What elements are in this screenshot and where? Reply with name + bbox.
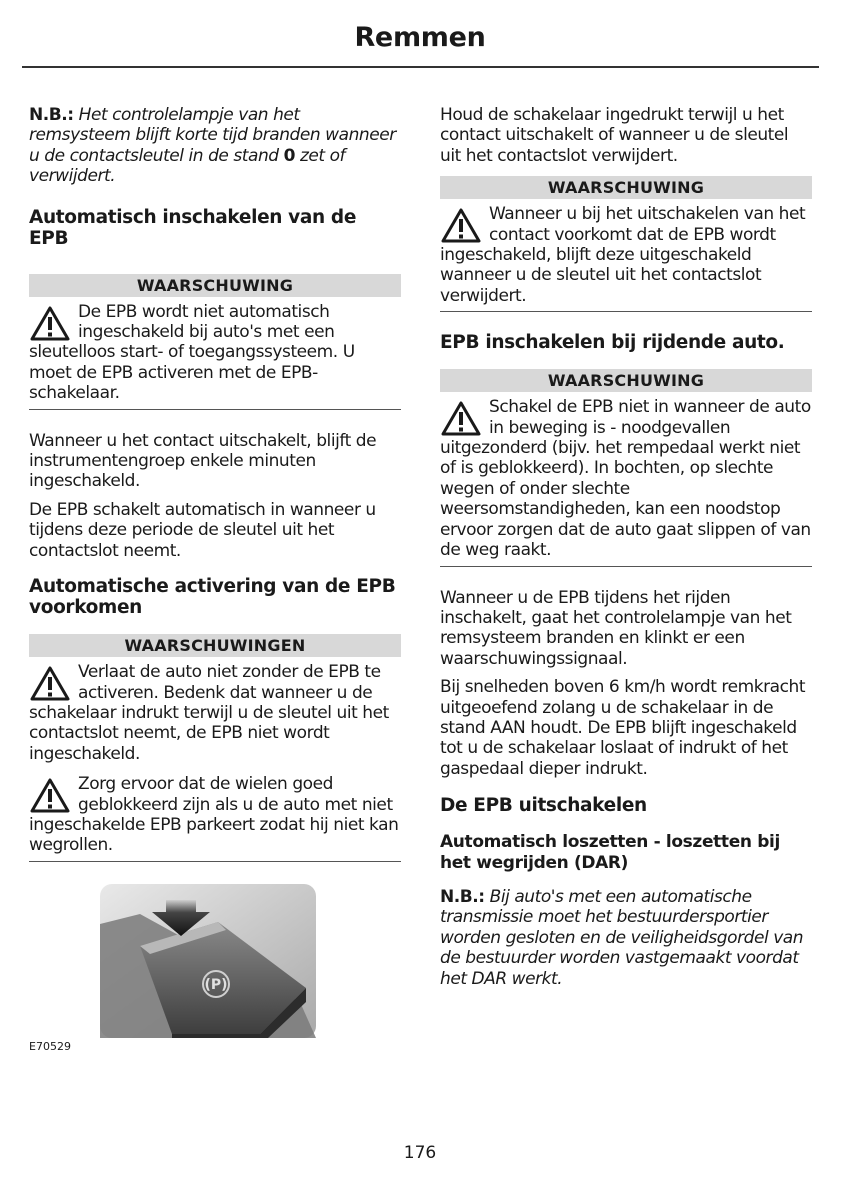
warning-block bbox=[440, 397, 812, 560]
note-text: Het controlelampje van het remsysteem blijft korte tijd branden wanneer u de contactsleutel in de stand bbox=[29, 105, 396, 166]
section-heading: Automatische activering van de EPB voorkomen bbox=[29, 576, 396, 619]
note-label: N.B.: bbox=[29, 105, 74, 125]
switch-label: (P) bbox=[204, 976, 228, 993]
section-divider bbox=[440, 311, 812, 312]
section-divider bbox=[440, 566, 812, 567]
note-text-end: zet of verwijdert. bbox=[29, 145, 346, 187]
note-text: Bij auto's met een automatische transmissie moet het bestuurdersportier worden gesloten en de veiligheidsgordel van de bestuurder worden vastgemaakt voordat het DAR werkt. bbox=[440, 886, 804, 989]
warning-text: Zorg ervoor dat de wielen goed geblokkeerd zijn als u de auto met niet ingeschakelde EPB parkeert zodat hij niet kan wegrollen. bbox=[29, 774, 399, 856]
epb-switch-illustration bbox=[100, 884, 316, 1038]
section-heading: De EPB uitschakelen bbox=[440, 795, 647, 817]
warning-text: Verlaat de auto niet zonder de EPB te activeren. Bedenk dat wanneer u de schakelaar indrukt terwijl u de sleutel uit het contactslot neemt, de EPB niet wordt ingeschakeld. bbox=[29, 662, 389, 764]
warning-triangle-icon bbox=[30, 665, 70, 701]
section-heading: EPB inschakelen bij rijdende auto. bbox=[440, 332, 785, 354]
warning-block bbox=[29, 302, 401, 404]
section-heading: Automatisch inschakelen van de EPB bbox=[29, 206, 357, 249]
title-divider bbox=[22, 66, 819, 68]
warning-block bbox=[29, 662, 401, 764]
body-paragraph: Houd de schakelaar ingedrukt terwijl u het contact uitschakelt of wanneer u de sleutel uit het contactslot verwijdert. bbox=[440, 105, 789, 166]
body-paragraph: Wanneer u de EPB tijdens het rijden inschakelt, gaat het controlelampje van het remsysteem branden en klinkt er een waarschuwingssignaal. bbox=[440, 587, 792, 669]
note-bold-value: 0 bbox=[283, 145, 295, 166]
subsection-heading: Automatisch loszetten - loszetten bij het wegrijden (DAR) bbox=[440, 832, 780, 873]
warning-text: Schakel de EPB niet in wanneer de auto in beweging is - noodgevallen uitgezonderd (bijv. het rempedaal werkt niet of is geblokkeerd). In bochten, op slechte wegen of onder slechte weersomstandigheden, kan een noodstop ervoor zorgen dat de auto gaat slippen of van de weg raakt. bbox=[440, 397, 811, 561]
note-label: N.B.: bbox=[440, 886, 485, 907]
warning-header: WAARSCHUWING bbox=[440, 369, 812, 392]
warning-triangle-icon bbox=[30, 777, 70, 813]
epb-switch-drawing bbox=[100, 884, 316, 1038]
warning-header: WAARSCHUWING bbox=[29, 274, 401, 297]
warning-header: WAARSCHUWING bbox=[440, 176, 812, 199]
body-paragraph: Wanneer u het contact uitschakelt, blijft de instrumentengroep enkele minuten ingeschakeld. bbox=[29, 430, 377, 492]
warning-triangle-icon bbox=[441, 207, 481, 243]
warning-text: De EPB wordt niet automatisch ingeschakeld bij auto's met een sleutelloos start- of toegangssysteem. U moet de EPB activeren met de EPB-schakelaar. bbox=[29, 301, 355, 404]
section-divider bbox=[29, 861, 401, 862]
warning-block bbox=[29, 774, 401, 856]
figure-code: E70529 bbox=[29, 1039, 71, 1053]
note-paragraph bbox=[440, 887, 812, 989]
body-paragraph: Bij snelheden boven 6 km/h wordt remkracht uitgeoefend zolang u de schakelaar in de stand AAN houdt. De EPB blijft ingeschakeld tot u de schakelaar loslaat of indrukt of het gaspedaal dieper indrukt. bbox=[440, 677, 806, 779]
warning-block bbox=[440, 204, 812, 306]
body-paragraph: De EPB schakelt automatisch in wanneer u tijdens deze periode de sleutel uit het contactslot neemt. bbox=[29, 499, 376, 561]
page-number: 176 bbox=[403, 1143, 437, 1163]
left-column bbox=[29, 105, 401, 1053]
warning-text: Wanneer u bij het uitschakelen van het contact voorkomt dat de EPB wordt ingeschakeld, blijft deze uitgeschakeld wanneer u de sleutel uit het contactslot verwijdert. bbox=[440, 204, 806, 306]
warning-header: WAARSCHUWINGEN bbox=[29, 634, 401, 657]
right-column bbox=[440, 105, 812, 989]
note-paragraph bbox=[29, 105, 401, 187]
warning-triangle-icon bbox=[441, 400, 481, 436]
page-title: Remmen bbox=[354, 22, 486, 53]
section-divider bbox=[29, 409, 401, 410]
warning-triangle-icon bbox=[30, 305, 70, 341]
